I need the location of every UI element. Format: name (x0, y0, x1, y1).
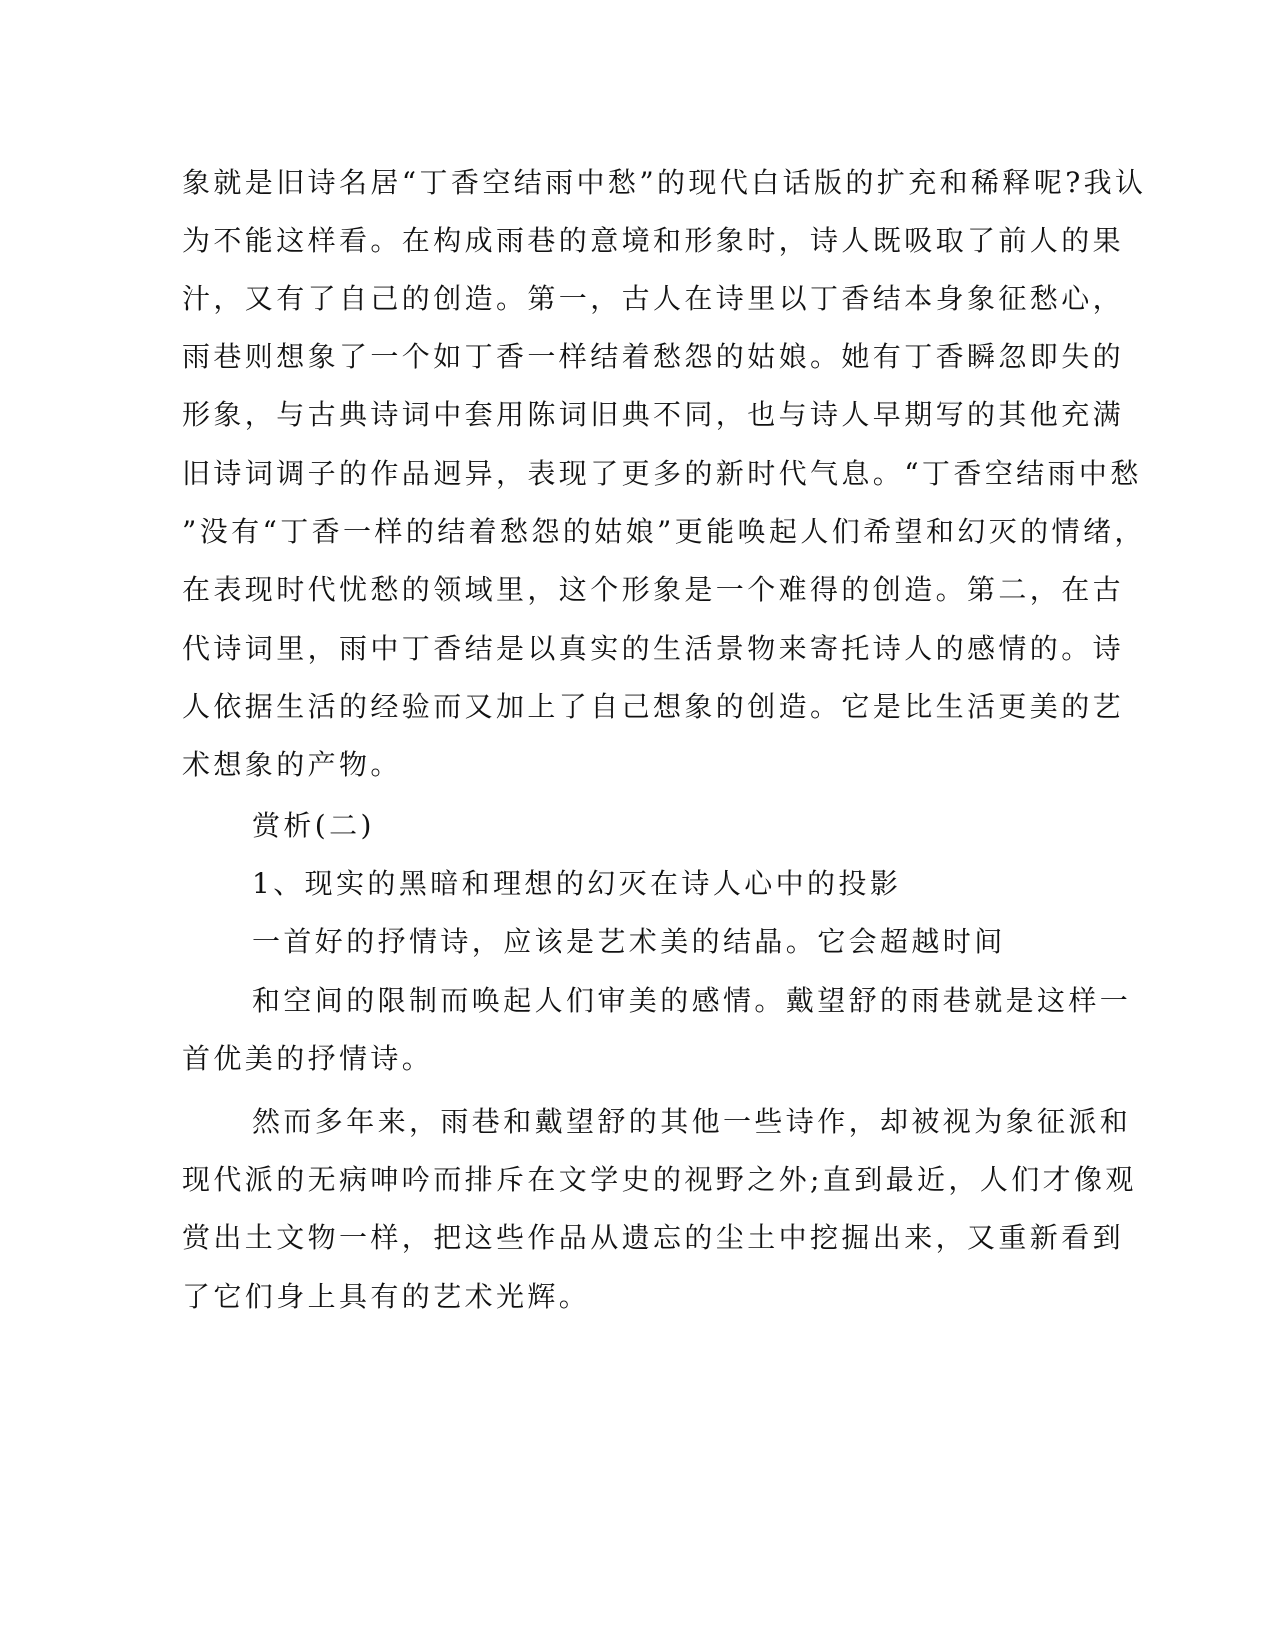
text-line: 人依据生活的经验而又加上了自己想象的创造。它是比生活更美的艺 (182, 690, 1125, 723)
text-line: 象就是旧诗名居“丁香空结雨中愁”的现代白话版的扩充和稀释呢?我认 (182, 166, 1147, 199)
text-line: 形象，与古典诗词中套用陈词旧典不同，也与诗人早期写的其他充满 (182, 398, 1125, 431)
text-line: 和空间的限制而唤起人们审美的感情。戴望舒的雨巷就是这样一 (252, 984, 1132, 1017)
text-line: 了它们身上具有的艺术光辉。 (182, 1280, 591, 1313)
text-line: 在表现时代忧愁的领域里，这个形象是一个难得的创造。第二，在古 (182, 573, 1125, 606)
text-line: ”没有“丁香一样的结着愁怨的姑娘”更能唤起人们希望和幻灭的情绪， (182, 515, 1146, 548)
text-line: 术想象的产物。 (182, 748, 402, 781)
text-line: 现代派的无病呻吟而排斥在文学史的视野之外;直到最近，人们才像观 (182, 1163, 1137, 1196)
subheading: 1、现实的黑暗和理想的幻灭在诗人心中的投影 (252, 867, 902, 900)
text-line: 汁，又有了自己的创造。第一，古人在诗里以丁香结本身象征愁心， (182, 282, 1125, 315)
text-line: 然而多年来，雨巷和戴望舒的其他一些诗作，却被视为象征派和 (252, 1105, 1132, 1138)
text-line: 一首好的抒情诗，应该是艺术美的结晶。它会超越时间 (252, 925, 1006, 958)
text-line: 雨巷则想象了一个如丁香一样结着愁怨的姑娘。她有丁香瞬忽即失的 (182, 340, 1125, 373)
text-line: 旧诗词调子的作品迥异，表现了更多的新时代气息。“丁香空结雨中愁 (182, 457, 1142, 490)
text-line: 代诗词里，雨中丁香结是以真实的生活景物来寄托诗人的感情的。诗 (182, 632, 1125, 665)
text-line: 为不能这样看。在构成雨巷的意境和形象时，诗人既吸取了前人的果 (182, 224, 1125, 257)
text-line: 赏出土文物一样，把这些作品从遗忘的尘土中挖掘出来，又重新看到 (182, 1221, 1125, 1254)
section-heading: 赏析(二) (252, 809, 375, 842)
text-line: 首优美的抒情诗。 (182, 1042, 434, 1075)
